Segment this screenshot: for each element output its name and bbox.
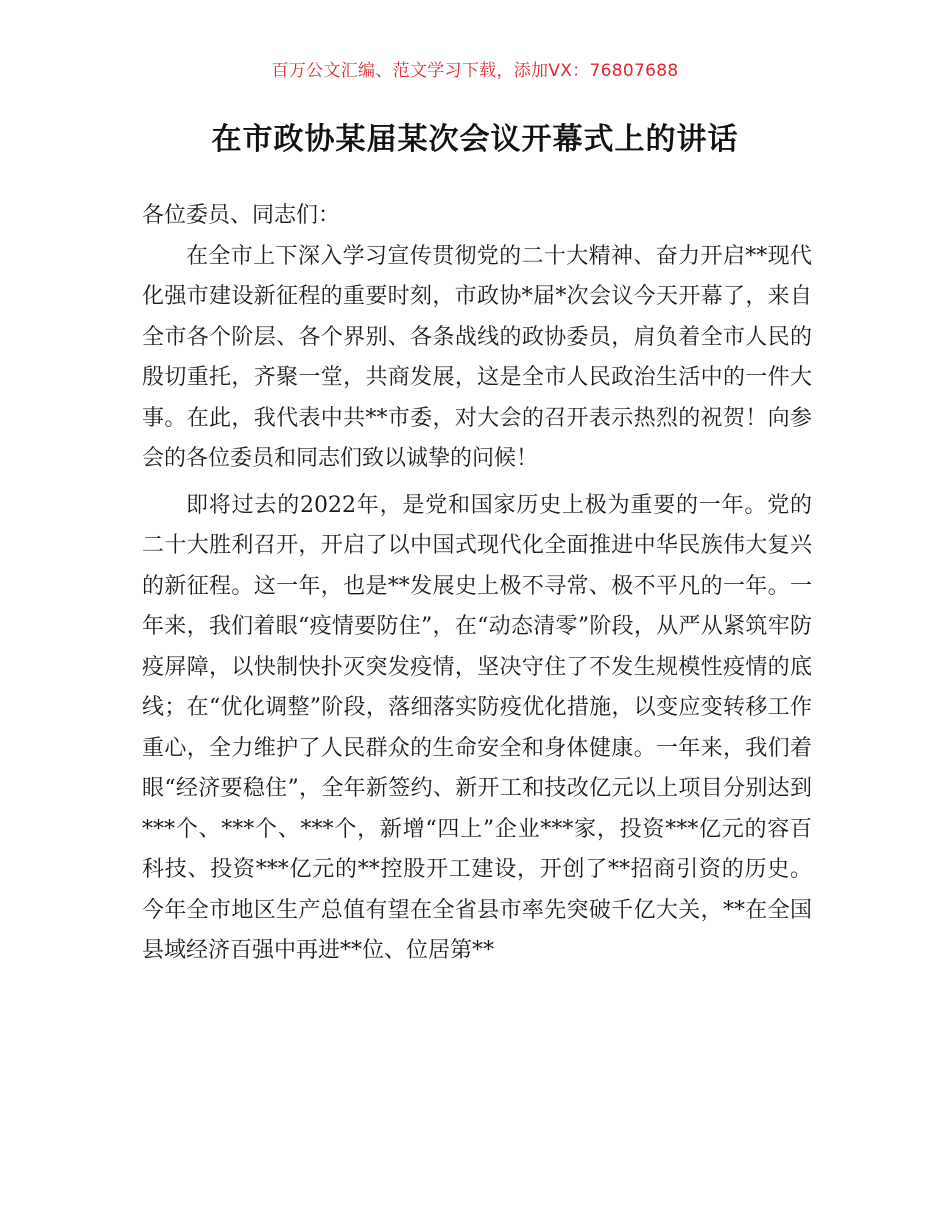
watermark-text: 百万公文汇编、范文学习下载，添加VX：76807688 bbox=[271, 61, 679, 81]
document-title: 在市政协某届某次会议开幕式上的讲话 bbox=[211, 122, 739, 157]
greeting-line: 各位委员、同志们： bbox=[142, 203, 341, 228]
paragraph-1: 在全市上下深入学习宣传贯彻党的二十大精神、奋力开启**现代化强市建设新征程的重要时刻，市政协*届*次会议今天开幕了，来自全市各个阶层、各个界别、各条战线的政协委员，肩负着全市人民的殷切重托，齐聚一堂，共商发展，这是全市人民政治生活中的一件大事。在此，我代表中共**市委，对大会的召开表示热烈的祝贺！向参会的各位委员和同志们致以诚挚的问候！ bbox=[142, 243, 812, 471]
document-body bbox=[142, 196, 812, 972]
paragraph-2: 即将过去的2022年，是党和国家历史上极为重要的一年。党的二十大胜利召开，开启了以中国式现代化全面推进中华民族伟大复兴的新征程。这一年，也是**发展史上极不寻常、极不平凡的一年。一年来，我们着眼“疫情要防住”，在“动态清零”阶段，从严从紧筑牢防疫屏障，以快制快扑灭突发疫情，坚决守住了不发生规模性疫情的底线；在“优化调整”阶段，落细落实防疫优化措施，以变应变转移工作重心，全力维护了人民群众的生命安全和身体健康。一年来，我们着眼“经济要稳住”，全年新签约、新开工和技改亿元以上项目分别达到***个、***个、***个，新增“四上”企业***家，投资***亿元的容百科技、投资***亿元的**控股开工建设，开创了**招商引资的历史。今年全市地区生产总值有望在全省县市率先突破千亿大关，**在全国县域经济百强中再进**位、位居第** bbox=[142, 492, 812, 963]
